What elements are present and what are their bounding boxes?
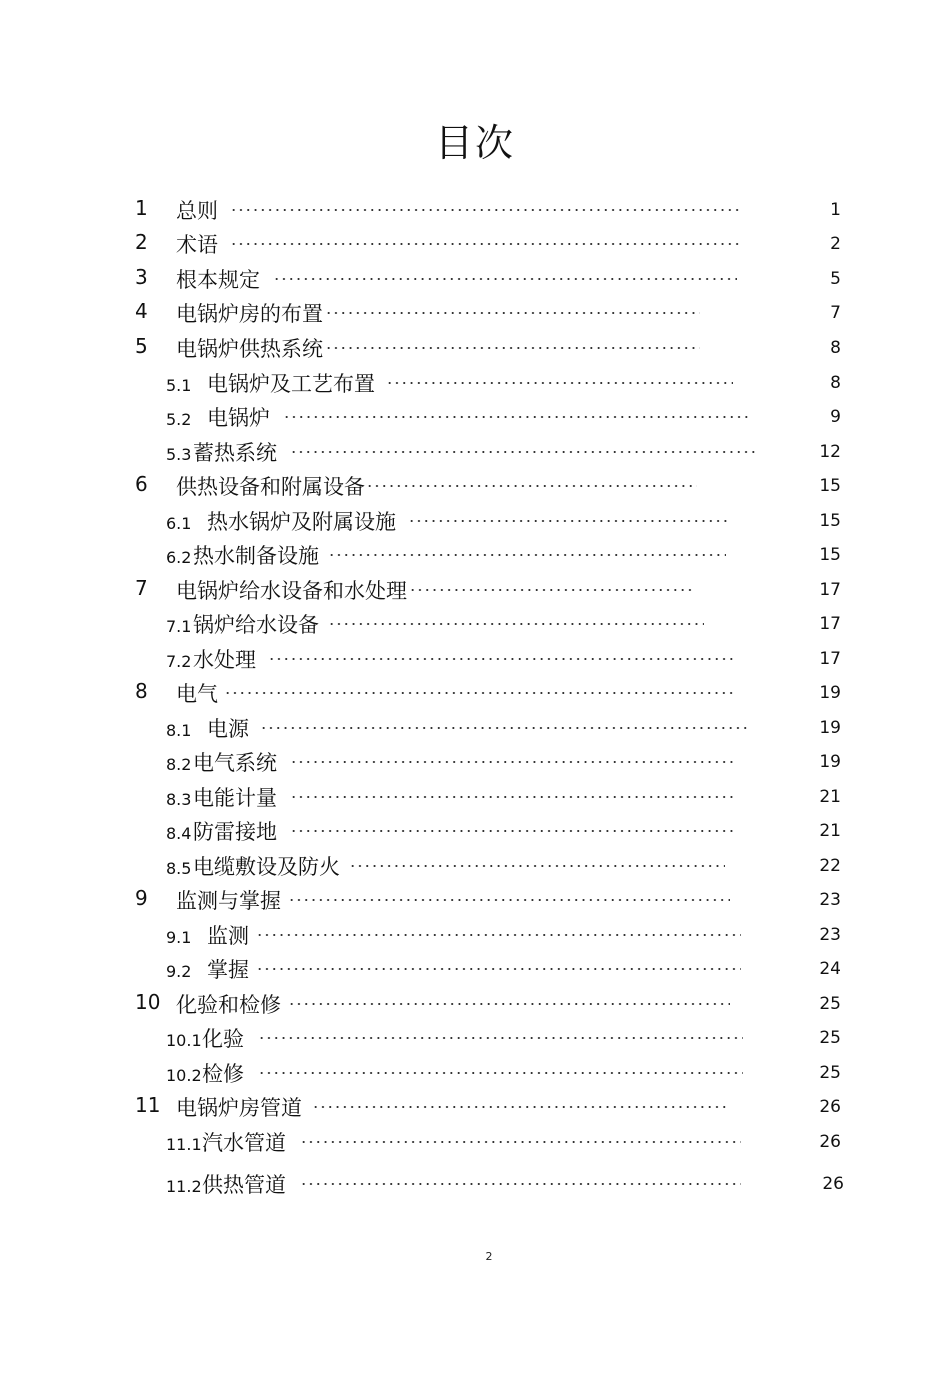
toc-entry-number: 7: [135, 576, 148, 600]
toc-entry-page: 26: [822, 1174, 844, 1194]
toc-entry-title[interactable]: 电锅炉给水设备和水处理: [176, 579, 407, 603]
toc-entry-number: 11: [135, 1093, 161, 1117]
toc-entry-number: 3: [135, 265, 148, 289]
toc-entry[interactable]: [0, 990, 950, 1020]
toc-dot-leader: [290, 760, 733, 764]
toc-entry-title[interactable]: 电锅炉房的布置: [176, 302, 323, 326]
toc-entry-number: 8.1: [166, 721, 192, 740]
toc-entry-title[interactable]: 电锅炉: [207, 406, 270, 430]
toc-dot-leader: [325, 311, 700, 315]
toc-entry[interactable]: [0, 438, 950, 468]
toc-entry[interactable]: [0, 1059, 950, 1089]
toc-entry-number: 10.1: [166, 1031, 202, 1050]
toc-entry-page: 23: [819, 925, 841, 945]
toc-entry[interactable]: [0, 1093, 950, 1123]
toc-entry-page: 9: [830, 407, 841, 427]
toc-entry-page: 19: [819, 683, 841, 703]
toc-entry[interactable]: [0, 817, 950, 847]
toc-dot-leader: [268, 657, 733, 661]
toc-entry-number: 9: [135, 886, 148, 910]
toc-entry-title[interactable]: 热水锅炉及附属设施: [207, 510, 396, 534]
toc-entry-page: 17: [819, 614, 841, 634]
toc-entry-page: 23: [819, 890, 841, 910]
toc-dot-leader: [283, 415, 748, 419]
toc-entry-page: 17: [819, 649, 841, 669]
toc-entry[interactable]: [0, 299, 950, 329]
toc-entry[interactable]: [0, 369, 950, 399]
toc-dot-leader: [258, 1071, 743, 1075]
toc-dot-leader: [224, 691, 733, 695]
toc-entry-page: 2: [830, 234, 841, 254]
toc-entry[interactable]: [0, 230, 950, 260]
toc-dot-leader: [300, 1140, 741, 1144]
toc-entry-page: 12: [819, 442, 841, 462]
toc-entry-page: 8: [830, 338, 841, 358]
toc-entry-page: 26: [819, 1097, 841, 1117]
toc-entry-title[interactable]: 检修: [202, 1062, 244, 1086]
toc-entry-title[interactable]: 监测与掌握: [176, 889, 281, 913]
toc-dot-leader: [256, 933, 741, 937]
toc-entry-number: 8.3: [166, 790, 192, 809]
toc-entry-title[interactable]: 电气: [176, 682, 218, 706]
toc-entry-number: 1: [135, 196, 148, 220]
toc-dot-leader: [256, 967, 741, 971]
toc-entry[interactable]: [0, 886, 950, 916]
page-number-footer: 2: [485, 1250, 493, 1263]
toc-dot-leader: [386, 381, 733, 385]
toc-entry-number: 8.2: [166, 755, 192, 774]
toc-entry-title[interactable]: 供热设备和附属设备: [176, 475, 365, 499]
toc-entry-page: 25: [819, 1063, 841, 1083]
toc-entry[interactable]: [0, 265, 950, 295]
toc-entry-title[interactable]: 监测: [207, 924, 249, 948]
toc-dot-leader: [325, 346, 700, 350]
toc-dot-leader: [409, 588, 694, 592]
toc-entry-page: 17: [819, 580, 841, 600]
toc-entry-title[interactable]: 供热管道: [202, 1173, 286, 1197]
toc-dot-leader: [288, 1002, 730, 1006]
toc-entry-page: 21: [819, 821, 841, 841]
page-title: 目次: [434, 121, 515, 165]
toc-entry-title[interactable]: 总则: [176, 199, 218, 223]
toc-dot-leader: [300, 1182, 741, 1186]
toc-entry[interactable]: [0, 1128, 950, 1158]
toc-entry-number: 10: [135, 990, 161, 1014]
toc-entry-number: 9.1: [166, 928, 192, 947]
toc-entry-title[interactable]: 掌握: [207, 958, 249, 982]
toc-entry[interactable]: [0, 610, 950, 640]
toc-entry[interactable]: [0, 541, 950, 571]
toc-entry-page: 15: [819, 511, 841, 531]
toc-entry[interactable]: [0, 921, 950, 951]
toc-entry-title[interactable]: 电源: [207, 717, 249, 741]
toc-entry-page: 25: [819, 994, 841, 1014]
toc-entry[interactable]: [0, 645, 950, 675]
toc-entry-number: 6.1: [166, 514, 192, 533]
toc-dot-leader: [290, 795, 733, 799]
toc-entry[interactable]: [0, 748, 950, 778]
toc-entry-title[interactable]: 电锅炉及工艺布置: [207, 372, 375, 396]
toc-entry-page: 24: [819, 959, 841, 979]
toc-dot-leader: [230, 208, 740, 212]
toc-entry-number: 8.5: [166, 859, 192, 878]
toc-entry-title[interactable]: 化验和检修: [176, 993, 281, 1017]
toc-entry-page: 22: [819, 856, 841, 876]
toc-entry-title[interactable]: 电能计量: [193, 786, 277, 810]
toc-entry-page: 8: [830, 373, 841, 393]
toc-entry-page: 26: [819, 1132, 841, 1152]
toc-entry-title[interactable]: 电缆敷设及防火: [193, 855, 340, 879]
toc-entry-page: 21: [819, 787, 841, 807]
toc-entry-number: 9.2: [166, 962, 192, 981]
toc-dot-leader: [260, 726, 748, 730]
toc-dot-leader: [312, 1105, 727, 1109]
toc-entry[interactable]: [0, 472, 950, 502]
toc-entry-number: 5.3: [166, 445, 192, 464]
toc-entry-page: 19: [819, 718, 841, 738]
toc-entry-title[interactable]: 汽水管道: [202, 1131, 286, 1155]
toc-entry-title[interactable]: 锅炉给水设备: [193, 613, 319, 637]
toc-entry[interactable]: [0, 1170, 950, 1200]
toc-entry[interactable]: [0, 196, 950, 226]
toc-dot-leader: [366, 484, 697, 488]
toc-entry-number: 10.2: [166, 1066, 202, 1085]
toc-dot-leader: [290, 450, 756, 454]
toc-entry-number: 7.1: [166, 617, 192, 636]
toc-entry-number: 8: [135, 679, 148, 703]
toc-dot-leader: [288, 898, 730, 902]
toc-entry-number: 5: [135, 334, 148, 358]
toc-dot-leader: [258, 1036, 743, 1040]
toc-dot-leader: [273, 277, 737, 281]
toc-entry-title[interactable]: 水处理: [193, 648, 256, 672]
toc-entry[interactable]: [0, 403, 950, 433]
toc-entry-number: 6: [135, 472, 148, 496]
toc-entry[interactable]: [0, 955, 950, 985]
toc-entry-title[interactable]: 电锅炉房管道: [176, 1096, 302, 1120]
toc-entry-title[interactable]: 电气系统: [193, 751, 277, 775]
toc-entry-title[interactable]: 蓄热系统: [193, 441, 277, 465]
toc-entry-page: 19: [819, 752, 841, 772]
toc-entry[interactable]: [0, 576, 950, 606]
toc-entry-title[interactable]: 电锅炉供热系统: [176, 337, 323, 361]
toc-dot-leader: [328, 553, 726, 557]
toc-entry-number: 5.2: [166, 410, 192, 429]
toc-entry-number: 5.1: [166, 376, 192, 395]
toc-entry-page: 7: [830, 303, 841, 323]
toc-entry[interactable]: [0, 783, 950, 813]
toc-dot-leader: [328, 622, 704, 626]
toc-dot-leader: [349, 864, 725, 868]
toc-entry-number: 2: [135, 230, 148, 254]
toc-dot-leader: [290, 829, 733, 833]
toc-entry-page: 15: [819, 476, 841, 496]
toc-entry-number: 6.2: [166, 548, 192, 567]
toc-entry-title[interactable]: 术语: [176, 233, 218, 257]
toc-entry-number: 7.2: [166, 652, 192, 671]
toc-entry-page: 5: [830, 269, 841, 289]
toc-entry-page: 15: [819, 545, 841, 565]
toc-entry[interactable]: [0, 679, 950, 709]
toc-entry-number: 11.1: [166, 1135, 202, 1154]
toc-entry-number: 4: [135, 299, 148, 323]
toc-entry-number: 11.2: [166, 1177, 202, 1196]
toc-entry[interactable]: [0, 714, 950, 744]
toc-entry-title[interactable]: 热水制备设施: [193, 544, 319, 568]
toc-entry-page: 1: [830, 200, 841, 220]
toc-dot-leader: [408, 519, 731, 523]
toc-entry[interactable]: [0, 334, 950, 364]
toc-entry-page: 25: [819, 1028, 841, 1048]
toc-entry[interactable]: [0, 1024, 950, 1054]
toc-entry-number: 8.4: [166, 824, 192, 843]
toc-entry[interactable]: [0, 507, 950, 537]
toc-entry[interactable]: [0, 852, 950, 882]
toc-dot-leader: [230, 242, 740, 246]
toc-entry-title[interactable]: 防雷接地: [193, 820, 277, 844]
toc-entry-title[interactable]: 根本规定: [176, 268, 260, 292]
toc-entry-title[interactable]: 化验: [202, 1027, 244, 1051]
